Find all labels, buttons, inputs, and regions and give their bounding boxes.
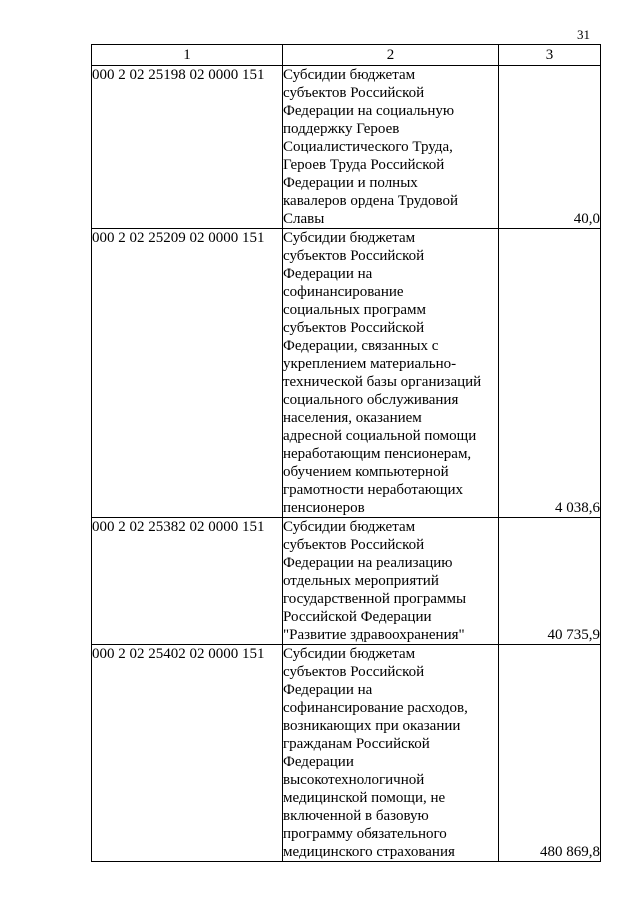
description-line: софинансирование (283, 284, 404, 300)
description-line: пенсионеров (283, 500, 365, 516)
description-line: Федерации на социальную (283, 103, 455, 119)
table-row (92, 518, 601, 645)
page-number: 31 (577, 27, 590, 42)
description-line: обучением компьютерной (283, 464, 449, 480)
description-line: субъектов Российской (283, 320, 425, 336)
budget-code-cell: 000 2 02 25198 02 0000 151 (92, 66, 283, 229)
description-line: возникающих при оказании (283, 718, 461, 734)
description-line: субъектов Российской (283, 537, 425, 553)
description-line: кавалеров ордена Трудовой (283, 193, 458, 209)
description-line: Субсидии бюджетам (283, 230, 416, 246)
amount-cell: 40,0 (499, 66, 601, 229)
description-line: субъектов Российской (283, 664, 425, 680)
description-cell (283, 518, 499, 645)
budget-code-cell: 000 2 02 25382 02 0000 151 (92, 518, 283, 645)
description-line: включенной в базовую (283, 808, 429, 824)
amount-cell: 40 735,9 (499, 518, 601, 645)
description-line: Субсидии бюджетам (283, 646, 416, 662)
column-header-code: 1 (92, 45, 283, 66)
column-header-amount: 3 (499, 45, 601, 66)
description-line: Героев Труда Российской (283, 157, 445, 173)
budget-table (91, 44, 601, 862)
description-line: Социалистического Труда, (283, 139, 453, 155)
description-line: Федерации, связанных с (283, 338, 439, 354)
description-line: адресной социальной помощи (283, 428, 477, 444)
description-line: укреплением материально- (283, 356, 457, 372)
description-line: отдельных мероприятий (283, 573, 439, 589)
table-header-row (92, 45, 601, 66)
description-line: Федерации (283, 754, 354, 770)
description-line: программу обязательного (283, 826, 447, 842)
description-line: гражданам Российской (283, 736, 430, 752)
budget-code-cell: 000 2 02 25209 02 0000 151 (92, 229, 283, 518)
description-line: медицинской помощи, не (283, 790, 446, 806)
description-line: высокотехнологичной (283, 772, 425, 788)
description-line: "Развитие здравоохранения" (283, 627, 465, 643)
table-row (92, 66, 601, 229)
table-row (92, 645, 601, 862)
description-line: Славы (283, 211, 325, 227)
description-line: социальных программ (283, 302, 427, 318)
description-line: неработающим пенсионерам, (283, 446, 472, 462)
description-line: субъектов Российской (283, 85, 425, 101)
description-line: Федерации и полных (283, 175, 418, 191)
description-line: софинансирование расходов, (283, 700, 468, 716)
description-cell (283, 645, 499, 862)
description-line: медицинского страхования (283, 844, 455, 860)
description-line: поддержку Героев (283, 121, 400, 137)
description-cell (283, 66, 499, 229)
budget-code-cell: 000 2 02 25402 02 0000 151 (92, 645, 283, 862)
description-line: Российской Федерации (283, 609, 432, 625)
description-line: государственной программы (283, 591, 467, 607)
description-line: технической базы организаций (283, 374, 482, 390)
description-line: Федерации на (283, 266, 373, 282)
description-line: Субсидии бюджетам (283, 67, 416, 83)
amount-cell: 480 869,8 (499, 645, 601, 862)
description-line: грамотности неработающих (283, 482, 464, 498)
amount-cell: 4 038,6 (499, 229, 601, 518)
description-line: Субсидии бюджетам (283, 519, 416, 535)
description-line: социального обслуживания (283, 392, 459, 408)
description-line: Федерации на (283, 682, 373, 698)
description-line: населения, оказанием (283, 410, 422, 426)
column-header-description: 2 (283, 45, 499, 66)
description-cell (283, 229, 499, 518)
table-row (92, 229, 601, 518)
description-line: Федерации на реализацию (283, 555, 453, 571)
description-line: субъектов Российской (283, 248, 425, 264)
